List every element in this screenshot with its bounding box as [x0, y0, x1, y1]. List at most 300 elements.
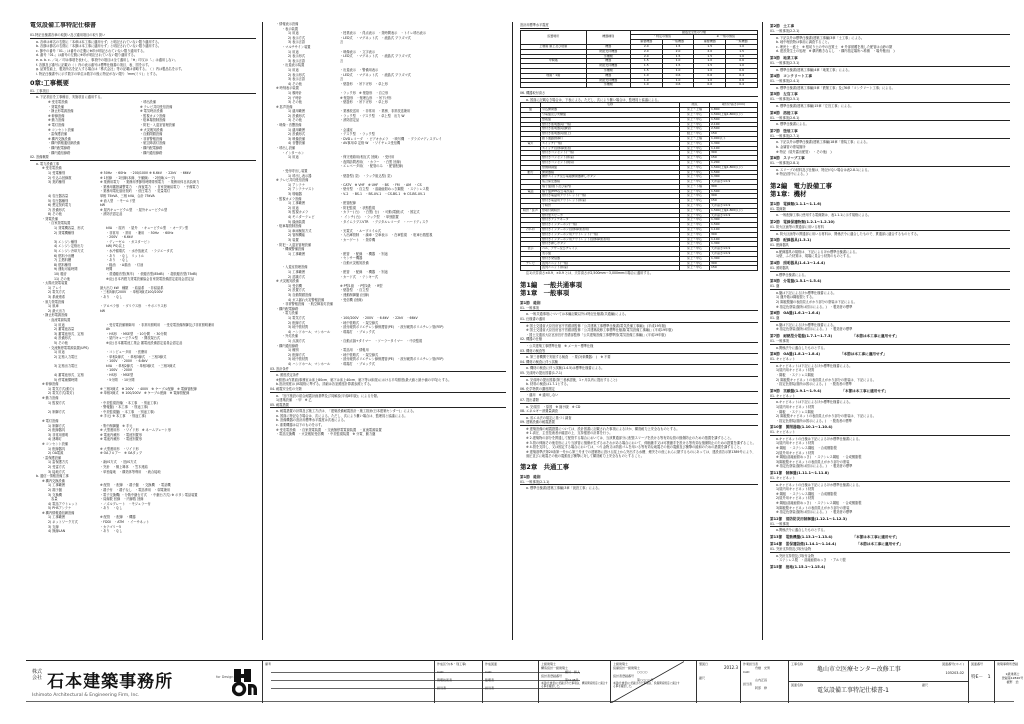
- spec-key: 3) 監視カメラ: [288, 210, 309, 215]
- spec-options: ・消防法認定品: [100, 212, 123, 217]
- spec-options: ※ 油入型 ・モールド型: [100, 198, 136, 203]
- chapter-1-title: 第1章：機材: [770, 190, 807, 199]
- spec-key: 2) 配線器具: [48, 428, 66, 433]
- spec-text: a. 省エネ法の規定に基づく調査: [526, 415, 572, 420]
- spec-options: ・FDDI ・ATM ・イーサネット: [100, 520, 150, 525]
- spec-text: a. 完成図 ・原図 ※ 縮小版 ※ CD: [526, 404, 581, 409]
- spec-text: 3)鋼板製キャビネットの表面見えがかり部分の塗装: [776, 459, 850, 464]
- spec-text: ・電話交換機 ・火災報知受信機 ・中央監視装置 ※ 分電、動力盤: [276, 432, 376, 437]
- drawing-date: 2012.3: [724, 665, 738, 670]
- spec-text: a. 「官庁施設の総合耐震計画基準及び同解説(平成8年版)」による分類。: [276, 393, 381, 398]
- spec-options: 言: [340, 40, 344, 45]
- table-cell: 床上～上端: [680, 136, 710, 141]
- spec-options: kW( PS)以上: [106, 244, 125, 249]
- table-cell: 0.6: [726, 78, 758, 83]
- spec-text: 2) 鋼板製盤の表面見えがかり部分の塗装は下記による。: [776, 300, 857, 304]
- spec-key: 3) その他: [288, 118, 302, 123]
- spec-text: a. 完成時の提出図書(第三者承認後、1ヶ月以内に提出すること): [526, 377, 618, 382]
- spec-text: a.盤は下記によるほか標準仕様書による。: [776, 322, 837, 327]
- spec-key: 3) 交換機: [48, 492, 62, 497]
- group-title: ※ 火災報知設備: [276, 279, 299, 284]
- table-cell: 300: [710, 151, 758, 156]
- section-title-text: 第13節 電動機盤(1.13.1～1.13.4): [770, 534, 833, 539]
- work-item: ※ 幹線設備: [48, 113, 65, 118]
- table-cell: 廊下通路誘導灯: [541, 136, 680, 141]
- spec-text: d. 建設発生土の処理 ※ 構内敷きならし ・構内指定場所へ堆積 ・場外搬出( ): [776, 49, 895, 54]
- spec-options: ・壁掛型 ・自立型: [340, 288, 369, 293]
- firm-kabushiki: 株式会社: [32, 669, 43, 681]
- table-cell: 1,200: [710, 160, 758, 165]
- group-title: ※ 構内交換設備: [42, 478, 65, 483]
- group-title: ・表示装置: [282, 26, 298, 31]
- table-cell: ｲﾝﾀｰﾎﾝ: [521, 228, 541, 233]
- section-heading: 01. 一般事項(2.8.1): [770, 161, 1010, 167]
- spec-options: ・電話用 ・情報用: [340, 348, 369, 353]
- cell-label: 監理者: [485, 678, 495, 682]
- section-heading: 01. 一般事項(2.7.1): [770, 134, 1010, 140]
- equipment-architect-cell: [610, 661, 684, 703]
- table-cell: 壁付き電話用アウトレット(一般): [541, 194, 680, 199]
- intro-heading: 01.特記仕様書各章の取扱い及び適用項目の取り扱い: [30, 33, 256, 39]
- work-item: ・防犯・入退室管理設備: [140, 123, 176, 127]
- work-item: ・航空障害灯設備: [140, 141, 166, 146]
- spec-options: ・DVDレコーダ ・ビデオカメラ ・映写機 ・プラズマディスプレイ: [340, 136, 442, 141]
- spec-key: 容量: [48, 497, 58, 502]
- spec-text: a. 下記以外は標準仕様書(建築工事編)3章「土工事」による。: [776, 35, 865, 40]
- table-cell: 床上～中心: [680, 213, 710, 218]
- work-item: ※ 電灯設備: [48, 123, 65, 127]
- section-heading: 01. 盤: [770, 284, 1010, 290]
- spec-options: ・地中管路式 ・架空線式: [340, 352, 379, 357]
- spec-options: ※ P型1級 ・P型2級 ・R型: [340, 283, 383, 288]
- work-item: ・構内配電線路: [140, 145, 163, 150]
- table-cell: 床上～下端: [680, 184, 710, 189]
- spec-text: 1)壁、ふた材質は、現場に見合う材質のものとする。: [776, 254, 853, 259]
- spec-key: 1) 受電種別: [48, 170, 66, 175]
- spec-text: a. 防火区画等の貫通部に用いる材料は、関係法令に適合したもので、貫通部に適合するものとする。: [776, 231, 921, 236]
- table-cell: 子時計: [541, 204, 680, 209]
- spec-options: ・あり ・なし: [100, 506, 123, 511]
- table-header: 測点: [680, 103, 710, 108]
- table-cell: 1.0: [662, 68, 694, 73]
- cell-label: 縮尺: [699, 676, 706, 680]
- work-item: ・構内通信線路: [140, 150, 163, 155]
- table-cell: 2.0: [630, 49, 662, 54]
- spec-key: 3) 増幅器: [288, 191, 302, 196]
- spec-options: ・中央監視設備( ・本工事 ・別途工事): [100, 400, 158, 405]
- table-cell: 1,300: [710, 242, 758, 247]
- spec-text: ※ 鋼板(溶融亜鉛めっき) ・ステンレス鋼板 ・合成樹脂製: [776, 455, 862, 460]
- spec-key: 2) 配線方式: [288, 320, 306, 325]
- spec-options: 言: [340, 58, 344, 63]
- table-cell: 0.6: [662, 73, 694, 78]
- section-heading: 02. 機器の仕様: [520, 337, 758, 343]
- spec-column-2: [270, 22, 506, 640]
- spec-options: ・入出庫管制 ・満車・空車表示 ・在車監視 ・駐車台数監視: [340, 233, 433, 238]
- table-cell: 床上～中心: [680, 112, 710, 117]
- intro-list: [30, 40, 256, 77]
- table-cell: 壁付きインターホン用アウトレット(身体障害者用): [541, 237, 680, 242]
- spec-options: ・ディーゼル ・ガスタービン: [106, 239, 151, 244]
- section-heading: 04. 耐震安全性の分類: [270, 387, 506, 393]
- group-title: ・直流電源装置: [48, 317, 71, 322]
- table-cell: 端子盤(廊下及び室内): [541, 184, 680, 189]
- spec-key: 3) 装置: [288, 237, 299, 242]
- table-cell: 2.0: [694, 49, 726, 54]
- spec-text: ※ 1.高圧、主任技術者が確認の上、支持強度の計算を行う。: [526, 431, 613, 436]
- table-cell: 床上～中心: [680, 122, 710, 127]
- table-cell: 1.0: [630, 73, 662, 78]
- spec-options: ※(社)日本内燃力発電設備協会自家発電設備認定委員会認定品: [106, 276, 195, 281]
- spec-options: ・局線数 回線 ・内線数 回線: [100, 497, 144, 502]
- group-title: ・非常警報設備 ・航空障害灯設備: [282, 302, 333, 307]
- firm-name: 石本建築事務所: [47, 672, 174, 692]
- spec-text: ・指定色塗装(箇所は図示による。) ・製造者の標準: [776, 382, 852, 387]
- table-cell: 1.0: [662, 59, 694, 64]
- spec-options: ※ 単相3線式 ※ 100/200V ※ ケーブル配線 ※ 電線管配線: [100, 391, 190, 396]
- section-title-text: 第1節 電線類(1.1.1～1.1.6): [770, 201, 822, 206]
- spec-key: 2) 設備形式: [288, 113, 306, 118]
- spec-text: 1)建築設備 ・甲 ※ 乙: [276, 398, 312, 403]
- section-title-text: 第2節 土工事: [770, 24, 795, 28]
- table-cell: 1.0: [694, 59, 726, 64]
- work-item: ・雷保護設備: [48, 132, 68, 137]
- cell-label: 設計者登録番号: [541, 674, 563, 678]
- spec-key: 3) 契約種別: [48, 180, 66, 185]
- spec-options: ・あり ・なし: [106, 258, 129, 263]
- group-title: ・静止形電源設備: [42, 313, 68, 318]
- table-cell: 壁付きコンセント(和室): [541, 156, 680, 161]
- work-item: ・構内通信線路: [48, 150, 71, 155]
- group-title: b. 通信・情報設備工事: [36, 474, 69, 479]
- spec-options: ※ 配管 ・配線 ・機器: [100, 515, 136, 520]
- table-cell: 壁付型スピーカ: [541, 213, 680, 218]
- spec-options: ・200V ・6.6kV: [106, 235, 133, 240]
- spec-options: ・あり ・なし: [100, 529, 123, 534]
- table-cell: 床上～中心: [680, 208, 710, 213]
- spec-key: 3) 定格出力電圧: [54, 363, 78, 368]
- spec-options: ・ インチ( 台) ・ラック型 ・単独据置: [340, 214, 399, 219]
- spec-text: 1)屋内用キャビネット材質: [776, 487, 815, 492]
- table-cell: 1.0: [662, 78, 694, 83]
- spec-options: 言: [340, 77, 344, 82]
- registration-number: 第1145号: [565, 678, 579, 682]
- table-cell: 鏡上～中心: [680, 132, 710, 137]
- section-heading: 08. エネルギー消費量調査: [520, 409, 758, 415]
- not-applicable-note: 「本節は本工事に適用せず」: [852, 333, 899, 338]
- spec-text: 1)屋内用キャビネット材質: [776, 441, 815, 446]
- chapter-1-title: 第1章 一般事項: [520, 289, 570, 298]
- spec-key: 3) エンジン種別: [54, 239, 78, 244]
- spec-options: ・コンピュータ用 ・医療用: [106, 350, 148, 355]
- table-cell: 1,100: [710, 146, 758, 151]
- spec-options: ※ 配管 ・配線 ・端子盤 ・交換機 ・電話機: [100, 483, 171, 488]
- seismic-coefficient-table: [520, 30, 758, 89]
- spec-key: 1) アンテナ: [288, 182, 305, 187]
- spec-key: 1) 工事範囲: [288, 201, 306, 206]
- table-cell: 防振支持機器: [586, 49, 630, 54]
- section-title-text: 第6節 OA盤(1.6.1～1.6.4): [770, 311, 820, 316]
- spec-options: Ah: [106, 327, 111, 332]
- table-cell: 1,500: [710, 170, 758, 175]
- spec-options: 最大出力 kW 種類 ・結晶系 ・非結晶系: [100, 285, 164, 290]
- table-cell: 天井高さ×0.9: [710, 180, 758, 185]
- table-cell: 床上～中心: [680, 256, 710, 261]
- spec-key: 1) 用途: [54, 350, 65, 355]
- spec-options: ・業務用電化厨房契約 ・低圧電力 ・従量電灯: [100, 189, 171, 194]
- section-title-text: 第15節 接地(1.15.1～1.15.4): [770, 564, 826, 569]
- cell-label: 図面番号: [971, 662, 984, 666]
- spec-key: 10) 騒音: [54, 272, 67, 276]
- table-cell: 壁付き照明器具(一般): [541, 122, 680, 127]
- staff-name: 山内正昌: [755, 678, 768, 682]
- spec-key: 1) 親時計: [288, 90, 302, 95]
- spec-key: 5) 変圧器種別: [48, 198, 69, 203]
- table-cell: 床上～中心: [680, 151, 710, 156]
- table-cell: 壁付きインターホン用アウトレット(一般): [541, 232, 680, 237]
- section-title: 第1節 総則: [520, 300, 541, 305]
- table-cell: 2.0: [630, 54, 662, 59]
- spec-key: 1) 用途: [288, 155, 299, 160]
- work-item: ※ 受変電設備: [48, 100, 68, 105]
- spec-text: a.配線器具の規格は、下記によるほか標準仕様書による。: [776, 249, 859, 254]
- spec-key: 1) 用途: [288, 49, 299, 54]
- section-heading: 01. 仕様書の適用: [520, 317, 758, 323]
- section-heading: 01. 工事項目: [30, 89, 256, 95]
- table-cell: 電話: [521, 189, 541, 194]
- civil-works: [770, 24, 1010, 177]
- spec-options: ・業務放送用 ・非常用 ・業務、非常放送兼用: [340, 109, 411, 114]
- spec-key: 2) 配線方式: [288, 352, 306, 357]
- spec-text: ※ 国土交通省大臣官房官庁営繕部監修「公共建築工事標準仕様書(電気設備工事編)」(平成19年版): [526, 323, 667, 328]
- table-cell: 1.0: [726, 64, 758, 69]
- spec-text: b. 地中埋設物は事前に調査すること。: [776, 40, 832, 45]
- section-title-text: 第3節 地業工事: [770, 55, 798, 60]
- spec-options: ・デスク型 ・ラック型: [340, 132, 375, 137]
- spec-text: ・適用 ※ 適用しない: [526, 393, 559, 398]
- work-item: ※ コンセント設備: [48, 127, 74, 132]
- table-cell: 300: [710, 184, 758, 189]
- spec-options: ・軽油 ・A重油 ・灯油: [106, 262, 144, 267]
- spec-key: 1) 種別: [288, 348, 299, 353]
- cell-label: CAD: [437, 670, 444, 674]
- spec-key: 3) 支線: [48, 524, 59, 529]
- staff-name: 阿部 修: [755, 686, 768, 690]
- spec-options: ・配管 ・配線 ・機器 ・別途: [340, 270, 388, 275]
- table-cell: 1.5: [630, 59, 662, 64]
- spec-text: b. 設備機器の設計用標準水平震度は次表による。: [276, 418, 347, 423]
- section-heading: 01. 一般事項(2.6.1): [770, 116, 1010, 122]
- cell-label: CAD: [743, 670, 750, 674]
- group-title: ・受付呼出し装置: [282, 169, 308, 173]
- table-cell: 1,500: [710, 189, 758, 194]
- spec-key: 2) 管制機能: [288, 233, 306, 238]
- table-cell: 0.4: [726, 73, 758, 78]
- group-title: ※ 受変電設備: [42, 166, 62, 171]
- group-title: ・機械警備設備: [282, 247, 305, 252]
- table-header: 名称: [541, 103, 680, 108]
- table-cell: 床上～中心: [680, 194, 710, 199]
- cell-label: 設計者登録番号: [613, 674, 635, 678]
- date-cell: [696, 661, 740, 703]
- table-row: [521, 83, 758, 88]
- spec-key: 1) 工事範囲: [48, 515, 66, 520]
- spec-options: ・V-2 ・BS-1 ・BS-UV-1 ・CS-BS-1 ※ CS-BS-UV-1: [340, 191, 426, 196]
- cell-label: 図面名称: [791, 683, 804, 687]
- work-item: ※ 動力設備: [48, 118, 65, 123]
- spec-key: 1) 雷保護方式: [48, 460, 69, 465]
- spec-options: ・波付硬質ポリエチレン線保護管(PE) ・波付硬質ポリエチレン管(FEP): [340, 325, 444, 330]
- section-heading: 01. 一般事項(2.3.1): [770, 61, 1010, 67]
- spec-options: ・出退表示 ・警備用表示: [340, 67, 379, 72]
- spec-options: ・配管配線: [340, 201, 356, 206]
- section-title-text: 第6節 溶接工事: [770, 110, 798, 115]
- spec-text: ・国土交通省大臣官房官庁営繕部監修「公共建築設備工事標準図(電気設備工事編)」(平成19年版): [526, 332, 666, 337]
- work-item: ・発電設備: [48, 104, 64, 109]
- spec-options: ・電子交換機( ・分散中継台方式 ・中継台方式) ※ ボタン電話装置: [100, 492, 198, 497]
- spec-text: ※ 指定色塗装(箇所は図示による。) ・製造者の標準: [776, 510, 853, 515]
- table-cell: 電灯: [521, 141, 541, 146]
- spec-text: b. 材料の検査は1.7.1とする。: [526, 382, 571, 387]
- spec-key: 1) 工事範囲: [288, 251, 306, 256]
- table-cell: 水槽類: [586, 83, 630, 88]
- spec-column-1: [30, 22, 256, 640]
- spec-text: ※ 建築基準法第20条第一号から第三号までの建築物に設ける屋上から突出する水槽、煙突その他これらに類するものにあっては、建設省告示第1389号により、風圧並びに地震その他の震動及び衝撃に対して構造耐力上安全なものとすること。: [526, 449, 756, 459]
- spec-options: ※ 業務用電力 ・業務用季節別時間帯別電力 ・業務用休日高負荷力: [100, 180, 200, 185]
- spec-options: ※ 電池内蔵形 ・電池別置形: [100, 437, 142, 442]
- registration-line: 1級建築士: [1005, 672, 1020, 676]
- spec-key: 1) 工事範囲: [48, 483, 66, 488]
- spec-key: 2) 用途: [288, 205, 299, 210]
- spec-key: 1) 工事範囲: [288, 270, 306, 275]
- table-cell: 中間階: [521, 59, 587, 64]
- spec-options: ※ 大型連用形 ・ワイド形 ※ ネームプレート形: [100, 428, 171, 433]
- table-cell: 地階・1階: [521, 73, 587, 78]
- intro-item: g. 品質性能上、製造所名を記入する場合は「株式会社」等の記載は省略する。（ ）内は製品名を示す。: [36, 67, 185, 72]
- table-cell: 1,500(上端1,800以下): [710, 112, 758, 117]
- table-cell: 床上～中心: [680, 175, 710, 180]
- section-heading: 01. 一般事項(2.2.1): [770, 29, 1010, 35]
- spec-options: ・センサー機器: [340, 256, 363, 261]
- spec-key: 4) ハンドホール、マンホール: [288, 329, 331, 334]
- group-title: ※ 構内情報通信網設備: [42, 510, 75, 515]
- work-items-right: [140, 100, 175, 155]
- spec-column-3: [520, 22, 758, 640]
- spec-key: 1) 受信機: [288, 283, 302, 288]
- spec-options: ※ 50Hz ・60Hz ・200/100V ※ 6.6kV ・22kV ・66kV: [100, 170, 191, 175]
- spec-key: 2) 子時計: [288, 95, 302, 100]
- spec-key: 2) OA電源: [48, 451, 64, 456]
- table-cell: 床上～中心: [680, 237, 710, 242]
- spec-key: 4) 蓄電池形式、定格: [54, 373, 84, 378]
- registration-cell: [994, 661, 1024, 703]
- architect-name: 横川 和人: [565, 670, 581, 674]
- spec-options: ・映像表示 ・文字表示: [340, 49, 376, 54]
- spec-options: ・突針 ・棟上導体 ・笠木連結: [100, 464, 148, 469]
- table-cell: 1.0: [726, 54, 758, 59]
- spec-text: a.キャビネットの仕様は下記によるほか標準仕様書による。: [776, 436, 862, 441]
- cell-label: 担当者: [437, 686, 447, 690]
- spec-text: ・ステンレス製 ・溶融亜鉛めっき ・アルミ製: [776, 558, 846, 563]
- table-cell: 150: [710, 266, 758, 271]
- group-title: ・雷保護設備: [42, 455, 62, 460]
- group-title: ・外灯設備: [282, 334, 298, 339]
- spec-text: a.盤は下記によるほか標準仕様書による。: [776, 290, 837, 295]
- spec-key: 1) 風車: [48, 304, 59, 309]
- spec-key: 1) 配線器具: [48, 446, 66, 451]
- table-cell: 壁側制御盤: [541, 165, 680, 170]
- group-title: ※ 動力設備: [42, 396, 59, 401]
- intro-item: d. 番号「01.」は番号の左側に※印が明記されていない限り適用する。: [36, 53, 138, 58]
- spec-key: 1) アレイ: [48, 285, 62, 290]
- spec-options: ・集中制御盤 ※ 手元: [100, 423, 133, 428]
- section-heading: 01. キャビネット: [770, 476, 1010, 482]
- section-heading: 06. 化学物質の濃度測定: [520, 387, 758, 393]
- table-row: [521, 266, 758, 271]
- spec-key: 3) 映像設備: [288, 136, 306, 141]
- table-cell: 上層階 屋上及び塔屋: [521, 44, 587, 49]
- table-cell: 床上～中心: [680, 266, 710, 271]
- project-code: 105203-02: [945, 671, 964, 675]
- spec-options: ※(社)日本蓄電池工業会 蓄電池設備認定委員会認定品: [106, 340, 183, 345]
- table-cell: 床上～中心: [680, 117, 710, 122]
- spec-key: 9) 運転可能時間: [54, 267, 78, 272]
- spec-options: ※ OAフロアー ※ OAタップ: [100, 451, 143, 456]
- table-cell: 直列ユニット(一般): [541, 261, 680, 266]
- spec-text: a.関係法令に適合したものとする。: [776, 345, 827, 350]
- spec-key: 11) その他: [54, 276, 70, 281]
- table-cell: 壁付き照明器具(講堂): [541, 127, 680, 132]
- spec-options: kW: [100, 308, 105, 313]
- section-heading: 01. 一般事項(2.5.1): [770, 97, 1010, 103]
- table-cell: 壁付き押しボタン: [541, 242, 680, 247]
- equipment-overview: [30, 162, 256, 534]
- spec-options: ・エレベータ用( ・配管のみ ・配管配線): [340, 164, 404, 169]
- spec-options: ※ 大型連用形 ・ワイド形: [100, 446, 139, 451]
- intro-item: e. a. b. c. ／1)／ 印は事項を表わし、事項中の項目は全て適用し「※」印又は「-」は適用しない。: [36, 57, 178, 62]
- group-title: ・構内配電線路: [276, 306, 299, 311]
- cell-label: 管理技術者: [437, 678, 453, 682]
- spec-options: ※ 1回線 ・2回線(本線、予備線) ・2回線(ループ): [100, 175, 176, 180]
- section-heading: 01. 防火区画等の貫通部に用いる材料: [770, 225, 1010, 231]
- section-heading: 01. 一般事項(2.1.1): [520, 480, 758, 486]
- table-cell: 2,500: [710, 127, 758, 132]
- cell-label: 設備設計一級建築士: [613, 666, 641, 670]
- section-heading: 01. 盤: [770, 316, 1010, 322]
- spec-options: ・自動点滅+タイマー ・ソーラータイマー ・中央監視: [340, 338, 423, 343]
- spec-key: 2) 認識方式: [288, 274, 306, 279]
- table-cell: 1,500: [710, 223, 758, 228]
- table-header: 機器種別: [586, 30, 630, 44]
- spec-text: ※ 特記（屋外露出配管） ・その他( ): [776, 149, 832, 154]
- table-cell: 300: [710, 194, 758, 199]
- table-cell: 防振支持機器: [586, 78, 630, 83]
- table-cell: 1.0: [726, 44, 758, 49]
- group-title: ・太陽光発電装置: [42, 281, 68, 286]
- section-title-text: 第7節 塗装工事: [770, 128, 798, 133]
- general-rules: [520, 306, 758, 459]
- spec-options: ※ 電池内蔵形 ・電池別置形: [100, 432, 142, 437]
- spec-options: ・ラック形 ※ 壁掛形 ・自立形: [340, 90, 389, 95]
- table-cell: 1,500: [710, 117, 758, 122]
- spec-options: kVA ・単相2線式 ・単相3線式 ・三相3線式: [106, 363, 176, 368]
- spec-options: ・受信機 (回線): [340, 297, 363, 302]
- work-item: ・監視カメラ設備: [140, 113, 166, 118]
- table-cell: 150: [710, 199, 758, 204]
- spec-options: 単相 75kVA、三相 kVA、合計 75kVA: [100, 193, 155, 198]
- section-heading: 03. 設計条件: [270, 367, 506, 373]
- spec-key: 8) 燃料種別: [54, 262, 72, 267]
